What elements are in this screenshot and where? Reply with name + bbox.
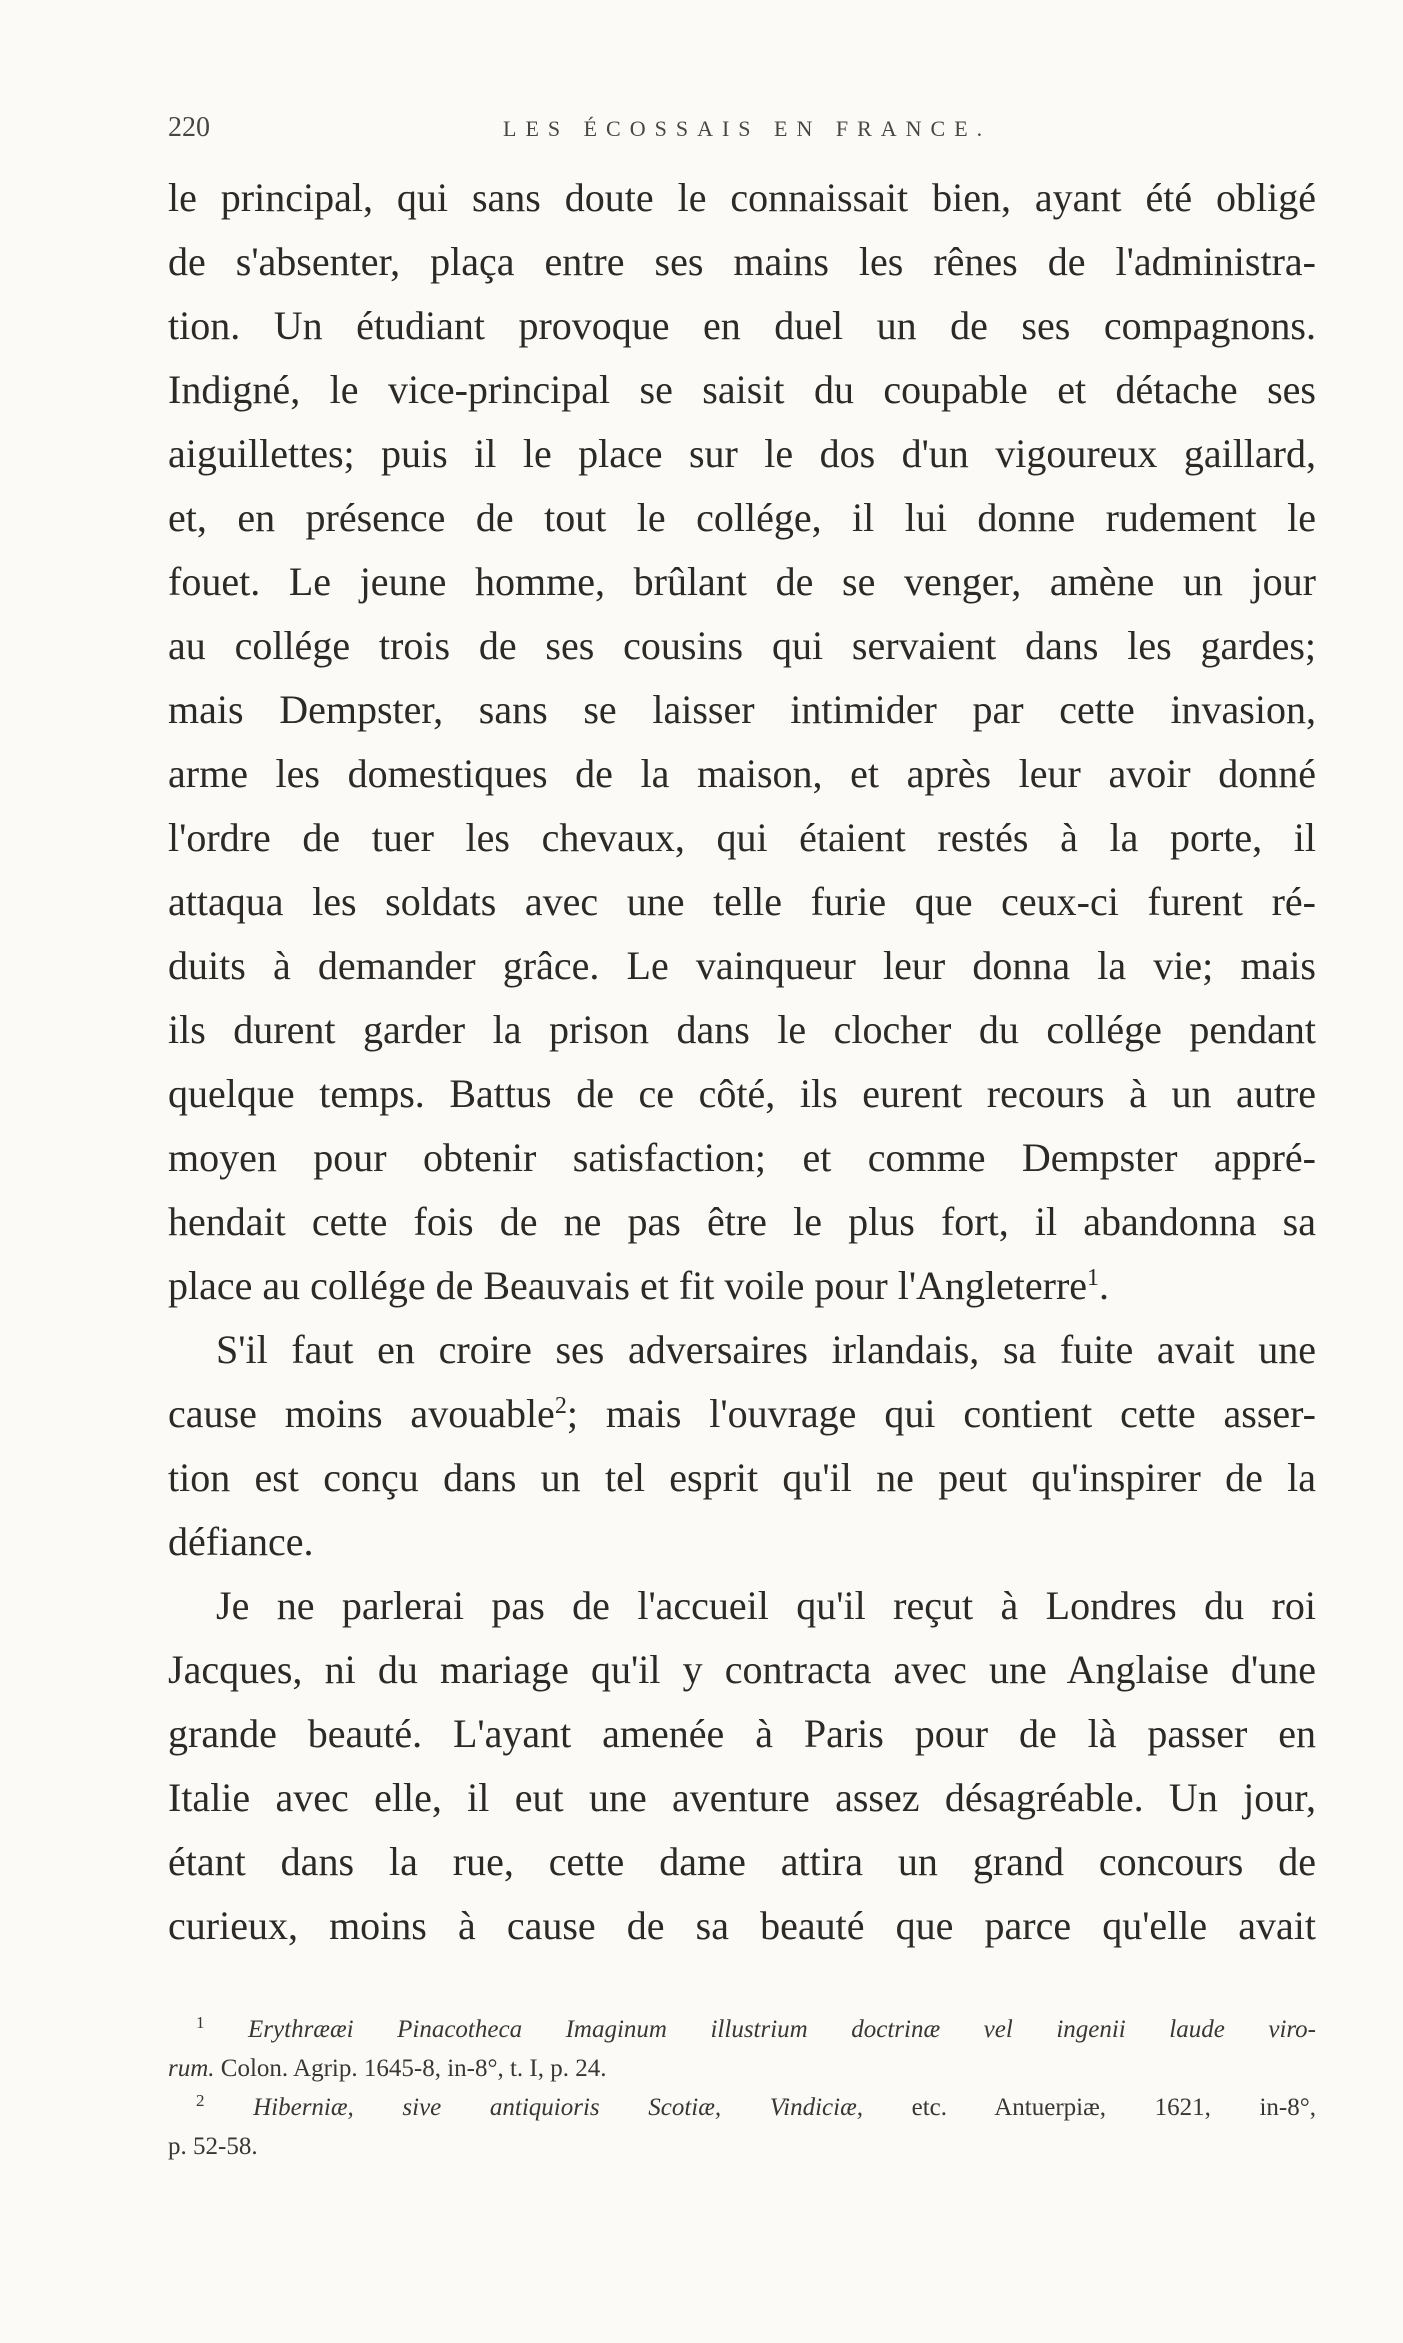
text-line: étant dans la rue, cette dame attira un grand concours de (168, 1839, 1316, 1884)
text-line: attaqua les soldats avec une telle furie que ceux-ci furent ré- (168, 879, 1316, 924)
footnote-2 (168, 2088, 1316, 2127)
running-title: LES ÉCOSSAIS EN FRANCE. (503, 116, 992, 141)
text-line: S'il faut en croire ses adversaires irlandais, sa fuite avait une (216, 1327, 1316, 1372)
text-line: quelque temps. Battus de ce côté, ils eurent recours à un autre (168, 1071, 1316, 1116)
footnote-1 (168, 2010, 1316, 2049)
footnote-ref-1[interactable]: 1 (1087, 1265, 1100, 1291)
text-line-content: ; mais l'ouvrage qui contient cette asser- (566, 1391, 1316, 1436)
text-line: ils durent garder la prison dans le clocher du collége pendant (168, 1007, 1316, 1052)
text-line (168, 1382, 1316, 1446)
footnote-title: Erythrææi Pinacotheca Imaginum illustrium doctrinæ vel ingenii laude viro- (248, 2016, 1317, 2043)
running-header (168, 112, 1318, 152)
text-line: Italie avec elle, il eut une aventure assez désagréable. Un jour, (168, 1775, 1316, 1820)
text-line: moyen pour obtenir satisfaction; et comme Dempster appré- (168, 1135, 1316, 1180)
footnote-2-cont: p. 52-58. (168, 2133, 258, 2160)
text-line: et, en présence de tout le collége, il lui donne rudement le (168, 495, 1316, 540)
text-line: fouet. Le jeune homme, brûlant de se venger, amène un jour (168, 559, 1316, 604)
text-line: défiance. (168, 1519, 314, 1564)
text-line: le principal, qui sans doute le connaissait bien, ayant été obligé (168, 175, 1316, 220)
text-line: duits à demander grâce. Le vainqueur leur donna la vie; mais (168, 943, 1316, 988)
text-line: curieux, moins à cause de sa beauté que parce qu'elle avait (168, 1903, 1316, 1948)
text-line: Indigné, le vice-principal se saisit du coupable et détache ses (168, 367, 1316, 412)
text-line: arme les domestiques de la maison, et après leur avoir donné (168, 751, 1316, 796)
text-line-content: cause moins avouable (168, 1391, 555, 1436)
text-line: hendait cette fois de ne pas être le plus fort, il abandonna sa (168, 1199, 1316, 1244)
footnote-ref-2[interactable]: 2 (554, 1393, 567, 1419)
footnote-mark: 2 (196, 2091, 205, 2110)
text-line: aiguillettes; puis il le place sur le dos d'un vigoureux gaillard, (168, 431, 1316, 476)
footnote-text: Colon. Agrip. 1645-8, in-8°, t. I, p. 24. (214, 2055, 607, 2082)
footnotes (168, 2010, 1316, 2166)
text-line: place au collége de Beauvais et fit voile pour l'Angleterre$^1$. (168, 1263, 1110, 1308)
text-line: tion est conçu dans un tel esprit qu'il ne peut qu'inspirer de la (168, 1455, 1316, 1500)
page-number: 220 (168, 112, 210, 143)
text-line: grande beauté. L'ayant amenée à Paris pour de là passer en (168, 1711, 1316, 1756)
text-line: tion. Un étudiant provoque en duel un de ses compagnons. (168, 303, 1316, 348)
footnote-1-cont (168, 2049, 1316, 2088)
text-line: au collége trois de ses cousins qui servaient dans les gardes; (168, 623, 1316, 668)
text-line: l'ordre de tuer les chevaux, qui étaient restés à la porte, il (168, 815, 1316, 860)
text-line: mais Dempster, sans se laisser intimider par cette invasion, (168, 687, 1316, 732)
text-line: Jacques, ni du mariage qu'il y contracta avec une Anglaise d'une (168, 1647, 1316, 1692)
text-line: Je ne parlerai pas de l'accueil qu'il reçut à Londres du roi (216, 1583, 1316, 1628)
footnote-title-end: rum. (168, 2055, 215, 2082)
footnote-title: Hiberniæ, sive antiquioris Scotiæ, Vindiciæ, (253, 2094, 864, 2121)
text-line-content: place au collége de Beauvais et fit voile pour l'Angleterre (168, 1263, 1088, 1308)
footnote-text: etc. Antuerpiæ, 1621, in-8°, (863, 2094, 1316, 2121)
text-line: de s'absenter, plaça entre ses mains les rênes de l'administra- (168, 239, 1316, 284)
body-text (168, 166, 1316, 1958)
footnote-mark: 1 (196, 2013, 205, 2032)
